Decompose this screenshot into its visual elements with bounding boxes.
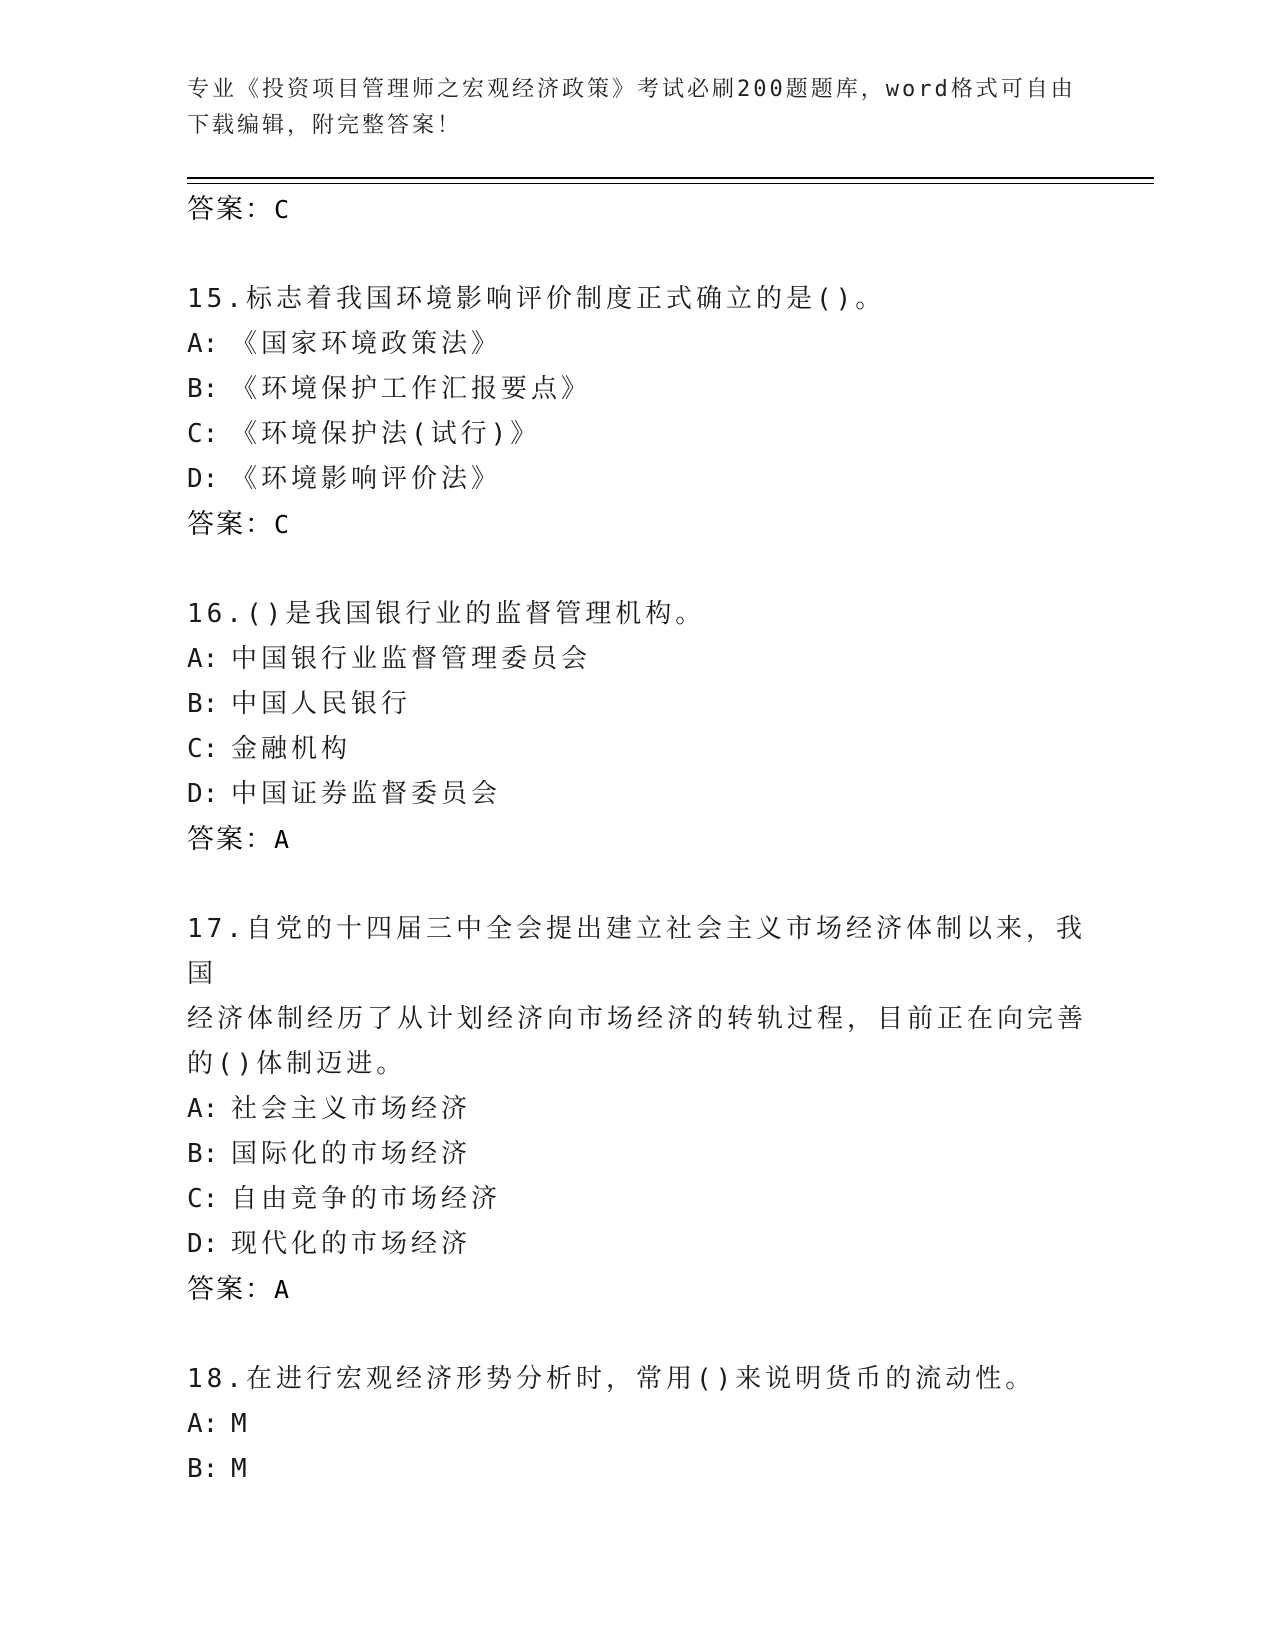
option-a bbox=[187, 1087, 1087, 1132]
document-header bbox=[187, 72, 1087, 144]
answer-value: C bbox=[274, 510, 290, 539]
option-b bbox=[187, 1447, 1087, 1492]
option-letter: D: bbox=[187, 464, 219, 494]
option-letter: A: bbox=[187, 1094, 219, 1124]
option-text: 现代化的市场经济 bbox=[231, 1229, 472, 1259]
option-text: 《环境保护工作汇报要点》 bbox=[231, 374, 592, 404]
spacer bbox=[187, 1312, 1087, 1357]
answer-line bbox=[187, 1267, 1087, 1312]
answer-line bbox=[187, 502, 1087, 547]
option-text: 金融机构 bbox=[231, 734, 352, 764]
question-stem: 16.()是我国银行业的监督管理机构。 bbox=[187, 599, 706, 629]
option-text: 中国人民银行 bbox=[231, 689, 412, 719]
option-text: 中国证券监督委员会 bbox=[231, 779, 502, 809]
option-letter: B: bbox=[187, 1454, 219, 1484]
question-stem-line: 的()体制迈进。 bbox=[187, 1049, 407, 1079]
answer-label: 答案： bbox=[187, 194, 274, 225]
option-letter: C: bbox=[187, 1184, 219, 1214]
answer-line bbox=[187, 187, 1087, 232]
question-16 bbox=[187, 592, 1087, 862]
option-letter: B: bbox=[187, 374, 219, 404]
option-text: 《环境影响评价法》 bbox=[231, 464, 502, 494]
option-letter: D: bbox=[187, 779, 219, 809]
option-letter: A: bbox=[187, 1409, 219, 1439]
header-line-1: 专业《投资项目管理师之宏观经济政策》考试必刷200题题库，word格式可自由 bbox=[187, 77, 1076, 102]
option-b bbox=[187, 367, 1087, 412]
option-text: 自由竞争的市场经济 bbox=[231, 1184, 502, 1214]
spacer bbox=[187, 232, 1087, 277]
option-text: M bbox=[231, 1409, 251, 1439]
option-letter: D: bbox=[187, 1229, 219, 1259]
answer-line bbox=[187, 817, 1087, 862]
question-stem: 18.在进行宏观经济形势分析时，常用()来说明货币的流动性。 bbox=[187, 1364, 1036, 1394]
option-b bbox=[187, 1132, 1087, 1177]
option-text: 《环境保护法(试行)》 bbox=[231, 419, 541, 449]
option-letter: B: bbox=[187, 689, 219, 719]
answer-value: A bbox=[274, 825, 290, 854]
option-d bbox=[187, 1222, 1087, 1267]
option-letter: A: bbox=[187, 644, 219, 674]
option-a bbox=[187, 1402, 1087, 1447]
option-letter: B: bbox=[187, 1139, 219, 1169]
answer-label: 答案： bbox=[187, 509, 274, 540]
option-text: M bbox=[231, 1454, 251, 1484]
option-a bbox=[187, 322, 1087, 367]
question-stem-line: 经济体制经历了从计划经济向市场经济的转轨过程，目前正在向完善 bbox=[187, 1004, 1088, 1034]
option-c bbox=[187, 727, 1087, 772]
option-b bbox=[187, 682, 1087, 727]
question-18 bbox=[187, 1357, 1087, 1492]
header-rule-thick bbox=[187, 177, 1154, 179]
option-letter: C: bbox=[187, 734, 219, 764]
option-c bbox=[187, 412, 1087, 457]
option-d bbox=[187, 772, 1087, 817]
header-rule-thin bbox=[187, 183, 1154, 184]
header-line-2: 下载编辑，附完整答案！ bbox=[187, 113, 463, 138]
option-text: 《国家环境政策法》 bbox=[231, 329, 502, 359]
answer-value: A bbox=[274, 1275, 290, 1304]
option-c bbox=[187, 1177, 1087, 1222]
answer-label: 答案： bbox=[187, 824, 274, 855]
question-list bbox=[187, 187, 1087, 1492]
question-17 bbox=[187, 907, 1087, 1312]
spacer bbox=[187, 547, 1087, 592]
answer-label: 答案： bbox=[187, 1274, 274, 1305]
option-a bbox=[187, 637, 1087, 682]
option-text: 国际化的市场经济 bbox=[231, 1139, 472, 1169]
option-text: 社会主义市场经济 bbox=[231, 1094, 472, 1124]
spacer bbox=[187, 862, 1087, 907]
answer-value: C bbox=[274, 195, 290, 224]
option-text: 中国银行业监督管理委员会 bbox=[231, 644, 592, 674]
option-letter: C: bbox=[187, 419, 219, 449]
question-stem-line: 17.自党的十四届三中全会提出建立社会主义市场经济体制以来，我国 bbox=[187, 914, 1086, 989]
option-letter: A: bbox=[187, 329, 219, 359]
option-d bbox=[187, 457, 1087, 502]
question-15 bbox=[187, 277, 1087, 547]
question-stem: 15.标志着我国环境影响评价制度正式确立的是()。 bbox=[187, 284, 886, 314]
